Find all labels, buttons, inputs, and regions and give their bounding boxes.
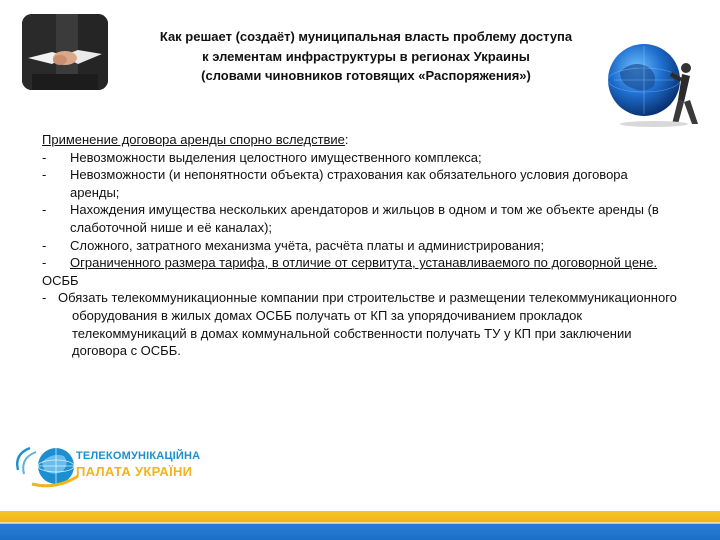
list-item [42, 166, 678, 201]
list-item-text: Невозможности (и непонятности объекта) страхования как обязательного условия договора аренды; [70, 167, 628, 200]
globe-figure-illustration [606, 42, 702, 128]
page-title [106, 27, 626, 86]
title-line-1: Как решает (создаёт) муниципальная власть проблему доступа [159, 29, 573, 44]
list-item-text: Нахождения имущества нескольких арендаторов и жильцов в одном и том же объекте аренды (в слаботочной нише и её каналах); [70, 202, 659, 235]
list-item-dash: - [42, 237, 47, 253]
osbb-item-dash: - [42, 290, 47, 306]
list-item [42, 254, 678, 272]
list-item-dash: - [42, 149, 47, 165]
logo-text [76, 449, 200, 479]
section-heading [42, 131, 678, 149]
title-line-3: (словами чиновников готовящих «Распоряжения») [201, 68, 531, 83]
globe-logo-icon [12, 440, 82, 490]
section-heading-colon: : [344, 132, 349, 147]
list-item-text: Невозможности выделения целостного имущественного комплекса; [70, 149, 482, 165]
logo-line-1: ТЕЛЕКОМУНІКАЦІЙНА [76, 450, 201, 462]
footer-color-bar [0, 511, 720, 540]
footer-divider [0, 522, 720, 524]
logo-line-2: ПАЛАТА УКРАЇНИ [76, 464, 193, 479]
title-line-2: к элементам инфраструктуры в регионах Украины [202, 48, 530, 64]
section-heading-text: Применение договора аренды спорно вследствие [42, 132, 345, 147]
main-content [42, 131, 678, 360]
list-item-dash: - [42, 167, 47, 183]
list-item-dash: - [42, 255, 47, 271]
list-item-text: Сложного, затратного механизма учёта, расчёта платы и администрирования; [70, 237, 545, 253]
osbb-item-text: Обязать телекоммуникационные компании при строительстве и размещении телекоммуникационного оборудования в жилых домах ОСББ получать от КП за упорядочиванием прокладок телекоммуникаций в домах коммунальной собственности получать ТУ у КП при заключении договора с ОСББ. [58, 290, 677, 359]
osbb-heading: ОСББ [42, 272, 79, 288]
osbb-item [42, 289, 678, 359]
list-item [42, 237, 678, 255]
list-item-dash: - [42, 202, 47, 218]
list-item-text: Ограниченного размера тарифа, в отличие от сервитута, устанавливаемого по договорной цене. [70, 255, 658, 271]
list-item [42, 201, 678, 236]
list-item [42, 149, 678, 167]
handshake-photo [22, 14, 108, 90]
